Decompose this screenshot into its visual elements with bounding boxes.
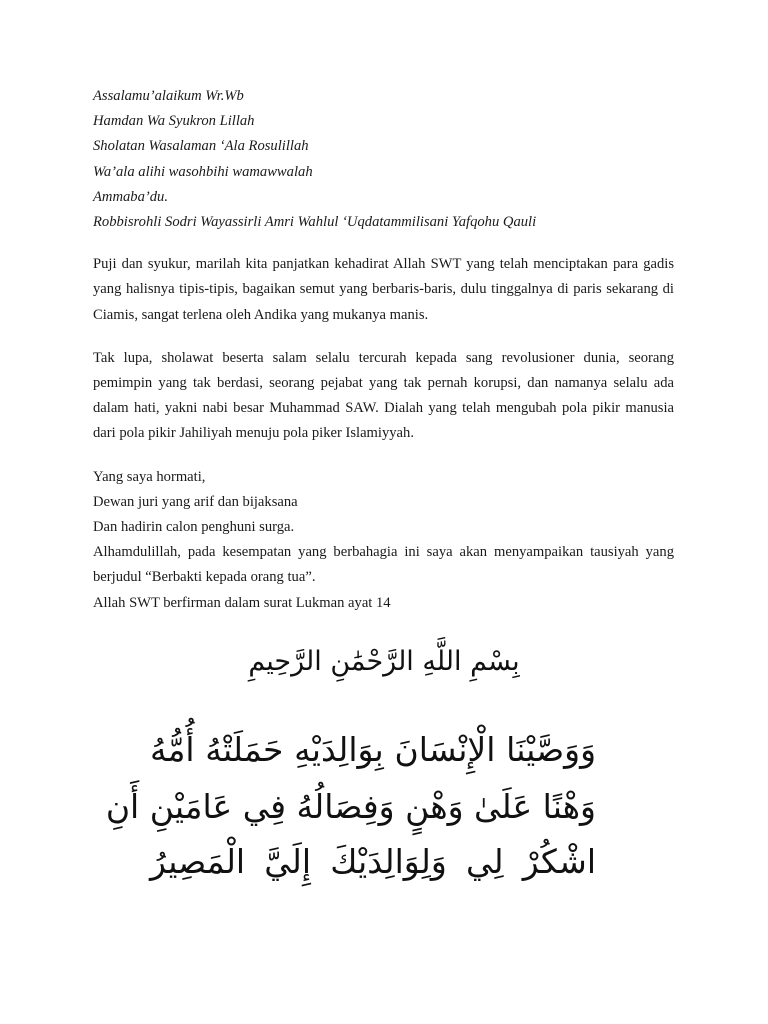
- closing-line: Allah SWT berfirman dalam surat Lukman ayat 14: [93, 594, 391, 611]
- closing-line: Dan hadirin calon penghuni surga.: [93, 519, 295, 536]
- verse-line: وَهْنًا عَلَىٰ وَهْنٍ وَفِصَالُهُ فِي عَامَيْنِ أَنِ: [105, 787, 596, 826]
- verse-line: وَوَصَّيْنَا الْإِنْسَانَ بِوَالِدَيْهِ حَمَلَتْهُ أُمُّهُ: [150, 730, 596, 769]
- opening-line: Sholatan Wasalaman ‘Ala Rosulillah: [93, 138, 309, 155]
- opening-greetings: [93, 84, 674, 235]
- opening-line: Robbisrohli Sodri Wayassirli Amri Wahlul ‘Uqdatammilisani Yafqohu Qauli: [93, 214, 537, 231]
- opening-line: Ammaba’du.: [93, 188, 168, 205]
- closing-line: Alhamdulillah, pada kesempatan yang berbahagia ini saya akan menyampaikan tausiyah yang berjudul “Berbakti kepada orang tua”.: [93, 544, 674, 586]
- document-body: [93, 84, 674, 616]
- paragraph-praise: Puji dan syukur, marilah kita panjatkan kehadirat Allah SWT yang telah menciptakan para gadis yang halisnya tipis-tipis, bagaikan semut yang berbaris-baris, dulu tinggalnya di paris sekarang di Ciamis, sangat terlena oleh Andika yang mukanya manis.: [93, 256, 674, 323]
- opening-line: Assalamu’alaikum Wr.Wb: [93, 88, 244, 104]
- opening-line: Hamdan Wa Syukron Lillah: [93, 113, 255, 130]
- basmala-calligraphy: بِسْمِ اللَّهِ الرَّحْمَٰنِ الرَّحِيمِ: [248, 646, 520, 677]
- closing-line: Dewan juri yang arif dan bijaksana: [93, 493, 298, 510]
- closing-section: [93, 465, 674, 616]
- opening-line: Wa’ala alihi wasohbihi wamawwalah: [93, 163, 313, 180]
- verse-line: اشْكُرْ لِي وَلِوَالِدَيْكَ إِلَيَّ الْمَصِيرُ: [150, 842, 596, 881]
- paragraph-sholawat: Tak lupa, sholawat beserta salam selalu tercurah kepada sang revolusioner dunia, seorang pemimpin yang tak berdasi, seorang pejabat yang tak pernah korupsi, dan namanya selalu ada dalam hati, yakni nabi besar Muhammad SAW. Dialah yang telah mengubah pola pikir manusia dari pola pikir Jahiliyah menuju pola piker Islamiyyah.: [93, 349, 674, 442]
- closing-line: Yang saya hormati,: [93, 468, 206, 485]
